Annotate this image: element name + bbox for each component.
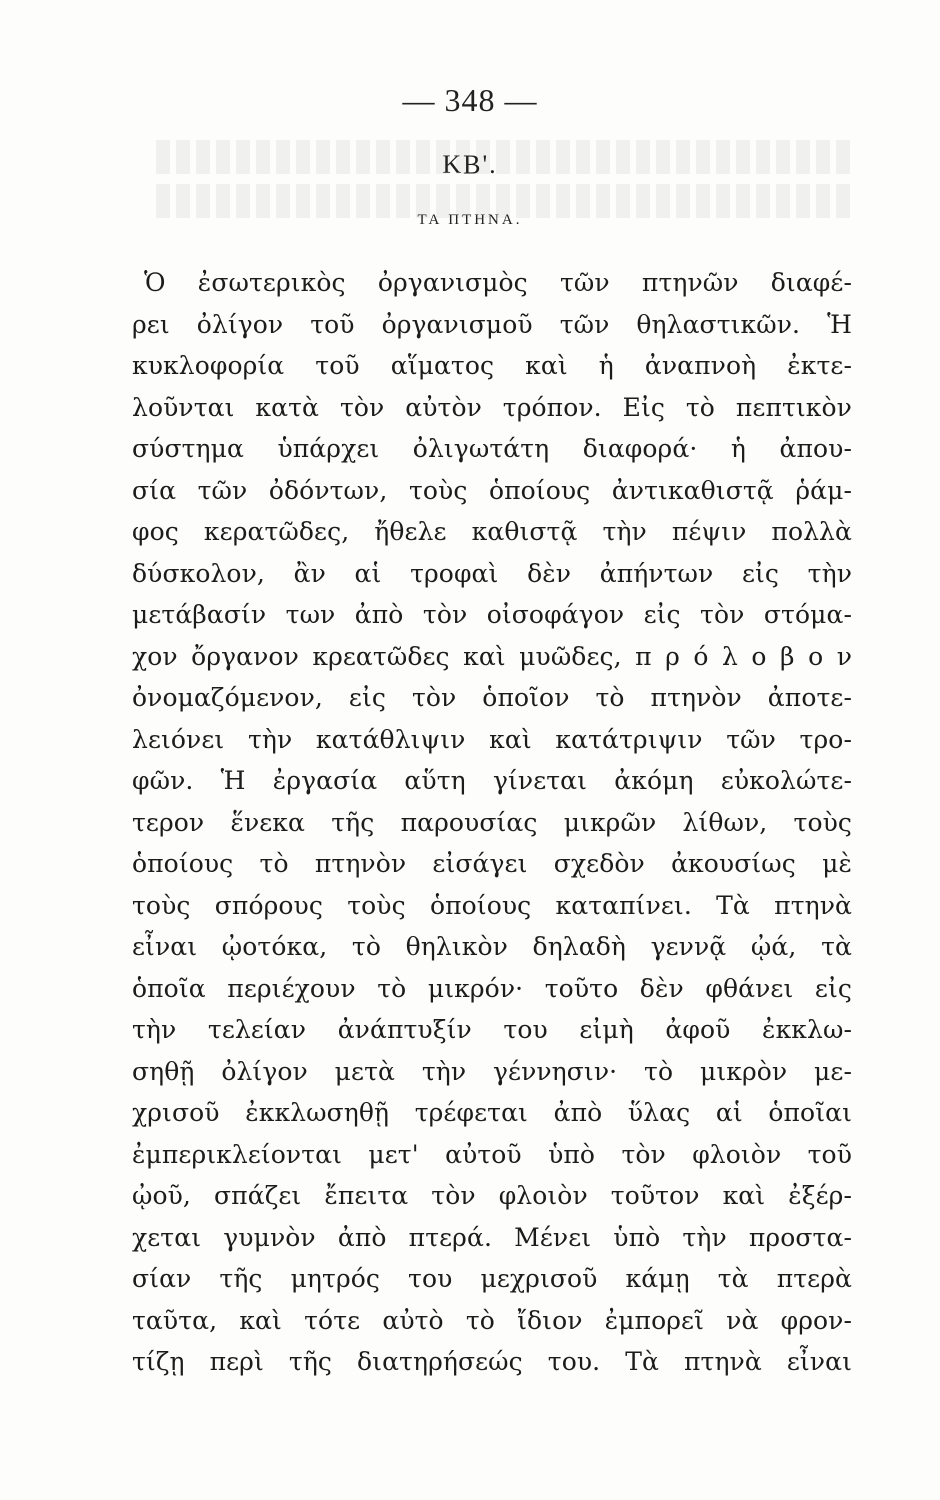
text-line: μετάβασίν των ἀπὸ τὸν οἰσοφάγον εἰς τὸν στόμα- xyxy=(132,600,852,629)
text-line: λοῦνται κατὰ τὸν αὐτὸν τρόπον. Εἰς τὸ πεπτικὸν xyxy=(132,392,852,422)
chapter-heading: ΚΒ'. xyxy=(442,150,498,179)
text-line: δύσκολον, ἂν αἱ τροφαὶ δὲν ἀπήντων εἰς τὴν xyxy=(132,558,852,588)
text-line: φῶν. Ἡ ἐργασία αὕτη γίνεται ἀκόμη εὐκολώτε- xyxy=(132,766,852,795)
text-line: σία τῶν ὀδόντων, τοὺς ὁποίους ἀντικαθιστᾷ ῥάμ- xyxy=(132,475,852,505)
text-line: ὁποίους τὸ πτηνὸν εἰσάγει σχεδὸν ἀκουσίως μὲ xyxy=(132,849,852,878)
text-line: χον ὄργανον κρεατῶδες καὶ μυῶδες, π ρ ό λ ο β ο ν xyxy=(132,641,852,671)
text-line: τὴν τελείαν ἀνάπτυξίν του εἰμὴ ἀφοῦ ἐκκλω- xyxy=(132,1015,852,1044)
text-line: τοὺς σπόρους τοὺς ὁποίους καταπίνει. Τὰ πτηνὰ xyxy=(132,890,852,920)
text-line: σύστημα ὑπάρχει ὀλιγωτάτη διαφορά· ἡ ἀπου- xyxy=(132,434,852,463)
text-line: ᾠοῦ, σπάζει ἔπειτα τὸν φλοιὸν τοῦτον καὶ ἐξέρ- xyxy=(132,1181,852,1210)
text-line: σίαν τῆς μητρός του μεχρισοῦ κάμῃ τὰ πτερὰ xyxy=(132,1264,852,1293)
text-line: τερον ἕνεκα τῆς παρουσίας μικρῶν λίθων, τοὺς xyxy=(132,807,852,837)
text-line: χρισοῦ ἐκκλωσηθῇ τρέφεται ἀπὸ ὕλας αἱ ὁποῖαι xyxy=(132,1098,852,1127)
page-number: — 348 — xyxy=(402,82,538,118)
text-line: ταῦτα, καὶ τότε αὐτὸ τὸ ἴδιον ἐμπορεῖ νὰ φρον- xyxy=(132,1305,852,1335)
text-line: ρει ὀλίγον τοῦ ὀργανισμοῦ τῶν θηλαστικῶν. Ἡ xyxy=(132,309,852,339)
text-line: ἐμπερικλείονται μετ' αὐτοῦ ὑπὸ τὸν φλοιὸν τοῦ xyxy=(132,1139,852,1169)
text-line: Ὁ ἐσωτερικὸς ὀργανισμὸς τῶν πτηνῶν διαφέ- xyxy=(144,268,852,297)
text-line: λειόνει τὴν κατάθλιψιν καὶ κατάτριψιν τῶν τρο- xyxy=(132,724,852,754)
text-line: χεται γυμνὸν ἀπὸ πτερά. Μένει ὑπὸ τὴν προστα- xyxy=(132,1222,852,1252)
text-line: εἶναι ᾠοτόκα, τὸ θηλικὸν δηλαδὴ γεννᾷ ᾠά, τὰ xyxy=(132,932,852,961)
text-line: ὀνομαζόμενον, εἰς τὸν ὁποῖον τὸ πτηνὸν ἀποτε- xyxy=(132,683,852,712)
text-line: τίζῃ περὶ τῆς διατηρήσεώς του. Τὰ πτηνὰ εἶναι xyxy=(132,1347,852,1376)
text-line: σηθῇ ὀλίγον μετὰ τὴν γέννησιν· τὸ μικρὸν με- xyxy=(132,1056,852,1086)
body-text xyxy=(132,262,852,1383)
text-line: ὁποῖα περιέχουν τὸ μικρόν· τοῦτο δὲν φθάνει εἰς xyxy=(132,973,852,1003)
text-line: φος κερατῶδες, ἤθελε καθιστᾷ τὴν πέψιν πολλὰ xyxy=(132,517,852,546)
chapter-subtitle: ΤΑ ΠΤΗΝΑ. xyxy=(417,212,523,228)
text-line: κυκλοφορία τοῦ αἵματος καὶ ἡ ἀναπνοὴ ἐκτε- xyxy=(132,351,852,380)
